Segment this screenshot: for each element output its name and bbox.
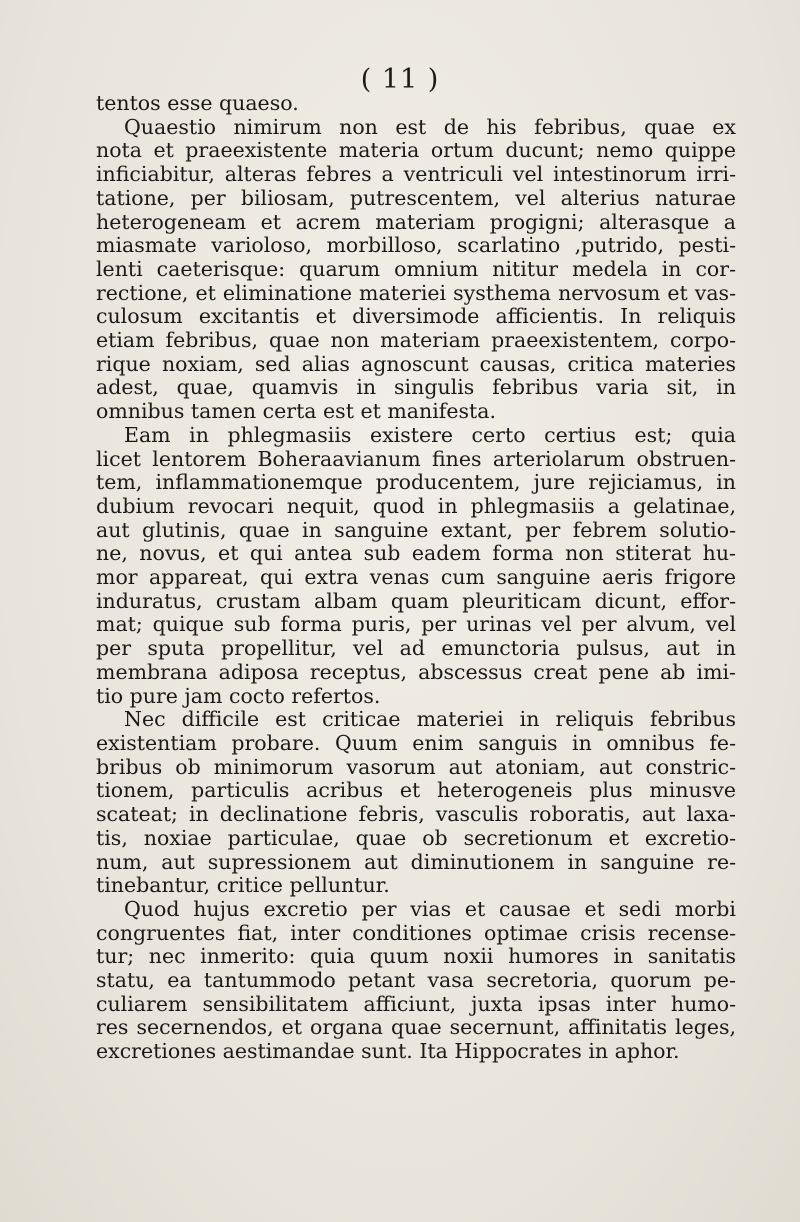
text-line: licet lentorem Boheraavianum fines arteriolarum obstruen-: [96, 447, 736, 471]
text-line: culosum excitantis et diversimode afficientis. In reliquis: [96, 305, 736, 329]
page-number: ( 11 ): [360, 64, 440, 95]
paragraph: [96, 424, 736, 708]
text-line: inficiabitur, alteras febres a ventriculi vel intestinorum irri-: [96, 163, 736, 187]
text-line: adest, quae, quamvis in singulis febribus varia sit, in: [96, 376, 736, 400]
text-line: tem, inflammationemque producentem, jure rejiciamus, in: [96, 471, 736, 495]
text-line: scateat; in declinatione febris, vasculis roboratis, aut laxa-: [96, 803, 736, 827]
text-line: Eam in phlegmasiis existere certo certius est; quia: [124, 423, 736, 447]
text-line: rique noxiam, sed alias agnoscunt causas, critica materies: [96, 352, 736, 376]
text-line: ne, novus, et qui antea sub eadem forma non stiterat hu-: [96, 542, 736, 566]
text-line: rectione, et eliminatione materiei systhema nervosum et vas-: [96, 281, 736, 305]
text-line: Nec difficile est criticae materiei in reliquis febribus: [124, 708, 736, 732]
text-line: per sputa propellitur, vel ad emunctoria pulsus, aut in: [96, 637, 736, 661]
text-line: nota et praeexistente materia ortum ducunt; nemo quippe: [96, 139, 736, 163]
text-line: excretiones aestimandae sunt. Ita Hippocrates in aphor.: [96, 1040, 680, 1064]
paragraph: [96, 92, 736, 116]
text-line: Quaestio nimirum non est de his febribus, quae ex: [124, 115, 736, 139]
text-line: lenti caeterisque: quarum omnium nititur medela in cor-: [96, 257, 736, 281]
paragraph: [96, 116, 736, 424]
text-line: culiarem sensibilitatem afficiunt, juxta ipsas inter humo-: [96, 992, 736, 1016]
text-line: mor appareat, qui extra venas cum sanguine aeris frigore: [96, 566, 736, 590]
text-line: tentos esse quaeso.: [96, 92, 299, 115]
body-text: [96, 92, 736, 1064]
text-line: tinebantur, critice pelluntur.: [96, 874, 390, 898]
text-line: aut glutinis, quae in sanguine extant, per febrem solutio-: [96, 518, 736, 542]
text-line: res secernendos, et organa quae secernunt, affinitatis leges,: [96, 1016, 736, 1040]
text-line: tatione, per biliosam, putrescentem, vel alterius naturae: [96, 186, 736, 210]
text-line: omnibus tamen certa est et manifesta.: [96, 400, 496, 424]
text-line: bribus ob minimorum vasorum aut atoniam, aut constric-: [96, 755, 736, 779]
paragraph: [96, 898, 736, 1064]
text-line: mat; quique sub forma puris, per urinas vel per alvum, vel: [96, 613, 736, 637]
text-line: congruentes fiat, inter conditiones optimae crisis recense-: [96, 921, 736, 945]
text-line: dubium revocari nequit, quod in phlegmasiis a gelatinae,: [96, 494, 736, 518]
text-line: etiam febribus, quae non materiam praeexistentem, corpo-: [96, 329, 736, 353]
text-line: existentiam probare. Quum enim sanguis in omnibus fe-: [96, 731, 736, 755]
text-line: heterogeneam et acrem materiam progigni; alterasque a: [96, 210, 736, 234]
text-line: tis, noxiae particulae, quae ob secretionum et excretio-: [96, 826, 736, 850]
text-line: Quod hujus excretio per vias et causae et sedi morbi: [124, 897, 736, 921]
text-line: induratus, crustam albam quam pleuriticam dicunt, effor-: [96, 589, 736, 613]
text-line: miasmate varioloso, morbilloso, scarlatino ,putrido, pesti-: [96, 234, 736, 258]
text-line: tionem, particulis acribus et heterogeneis plus minusve: [96, 779, 736, 803]
text-line: membrana adiposa receptus, abscessus creat pene ab imi-: [96, 660, 736, 684]
text-line: statu, ea tantummodo petant vasa secretoria, quorum pe-: [96, 969, 736, 993]
text-line: num, aut supressionem aut diminutionem in sanguine re-: [96, 850, 736, 874]
paragraph: [96, 708, 736, 898]
text-line: tur; nec inmerito: quia quum noxii humores in sanitatis: [96, 945, 736, 969]
text-line: tio pure jam cocto refertos.: [96, 684, 381, 708]
